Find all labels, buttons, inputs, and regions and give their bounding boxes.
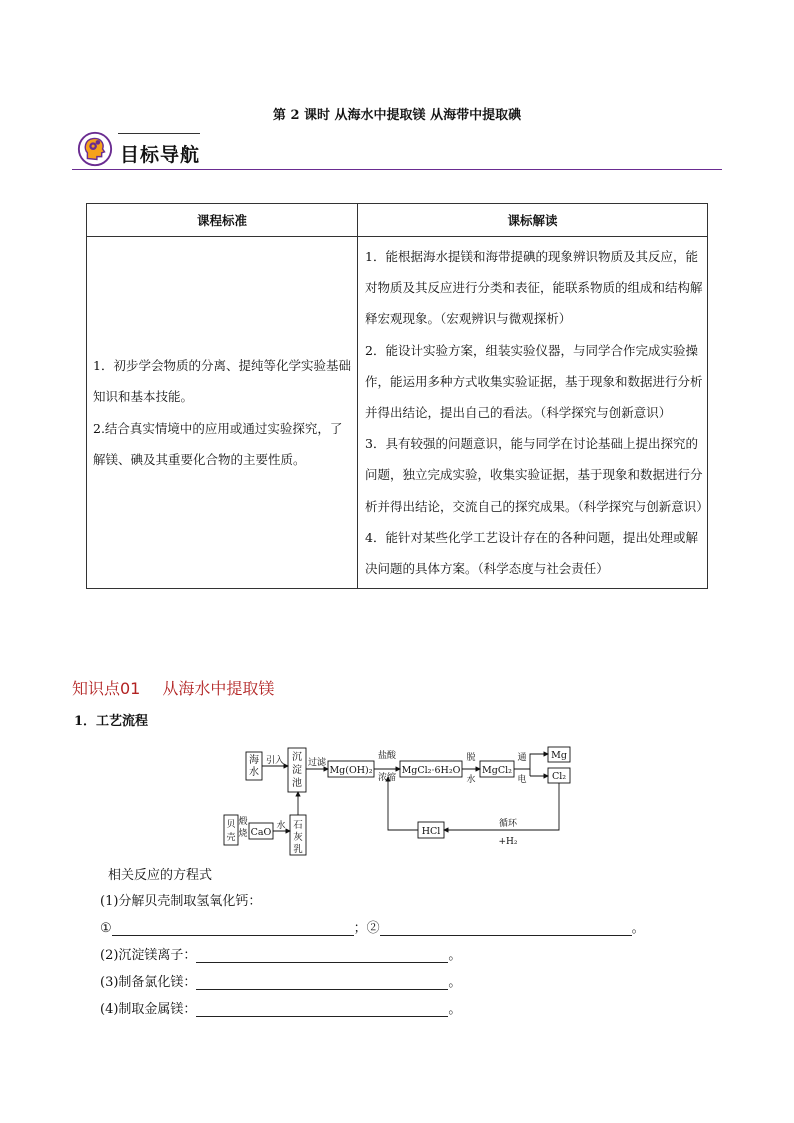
flow-recycle: 循环 xyxy=(498,819,518,829)
standard-item: 2.结合真实情境中的应用或通过实验探究，了解镁、碘及其重要化合物的主要性质。 xyxy=(93,420,343,467)
answer-blank-1b[interactable] xyxy=(380,922,632,936)
flow-dehydrate-2: 水 xyxy=(466,775,476,785)
flow-dehydrate-1: 脱 xyxy=(466,753,476,763)
flow-limewater-2: 灰 xyxy=(293,832,303,843)
interpretation-item: 3．具有较强的问题意识，能与同学在讨论基础上提出探究的问题，独立完成实验，收集实验证据，基于现象和数据进行分析并得出结论，交流自己的探究成果。（科学探究与创新意识） xyxy=(365,436,709,514)
question-4 xyxy=(100,998,461,1017)
flow-filter: 过滤 xyxy=(307,758,327,768)
answer-blank-2[interactable] xyxy=(196,949,448,963)
flow-hcl-label: 盐酸 xyxy=(377,751,397,761)
question-1: (1)分解贝壳制取氢氧化钙： xyxy=(100,894,262,909)
goal-divider xyxy=(72,169,722,170)
flow-h2: +H₂ xyxy=(498,837,518,847)
flow-shell-1: 贝 xyxy=(226,820,236,830)
period: 。 xyxy=(631,921,645,936)
flow-cao: CaO xyxy=(250,827,272,838)
table-row xyxy=(87,237,708,589)
flow-calcine-2: 烧 xyxy=(238,829,248,839)
flow-tank-3: 池 xyxy=(292,778,302,789)
period: 。 xyxy=(448,948,462,963)
table-header-interpretation: 课标解读 xyxy=(358,204,708,237)
process-flow-diagram xyxy=(218,742,578,857)
separator: ；② xyxy=(353,921,380,936)
head-gears-icon xyxy=(76,130,114,168)
interpretation-cell xyxy=(358,237,708,589)
circle-one: ① xyxy=(100,921,112,936)
flow-mgcl2: MgCl₂ xyxy=(482,765,512,776)
flow-shell-2: 壳 xyxy=(226,833,236,843)
goal-header xyxy=(72,130,722,172)
flow-mg: Mg xyxy=(551,750,567,761)
flow-limewater-1: 石 xyxy=(293,820,303,831)
curriculum-table xyxy=(86,203,708,589)
standard-cell xyxy=(87,237,358,589)
flow-seawater-1: 海 xyxy=(249,755,259,766)
flow-tank-1: 沉 xyxy=(292,752,302,763)
period: 。 xyxy=(448,975,462,990)
question-4-label: (4)制取金属镁： xyxy=(100,1002,197,1017)
question-3 xyxy=(100,971,461,990)
question-1-answers xyxy=(100,917,645,936)
goal-overline xyxy=(118,133,200,134)
knowledge-point-heading xyxy=(72,676,296,699)
flow-concentrate-label: 浓缩 xyxy=(377,773,397,783)
question-3-label: (3)制备氯化镁： xyxy=(100,975,197,990)
answer-blank-1a[interactable] xyxy=(112,922,354,936)
answer-blank-3[interactable] xyxy=(196,976,448,990)
interpretation-item: 1．能根据海水提镁和海带提碘的现象辨识物质及其反应，能对物质及其反应进行分类和表征，能联系物质的组成和结构解释宏观现象。（宏观辨识与微观探析） xyxy=(365,249,703,327)
flow-electrolysis-2: 电 xyxy=(517,775,527,785)
flow-mgoh2: Mg(OH)₂ xyxy=(329,765,373,776)
flow-introduce: 引入 xyxy=(265,756,285,766)
period: 。 xyxy=(448,1002,462,1017)
flow-tank-2: 淀 xyxy=(292,765,302,776)
question-2-label: (2)沉淀镁离子： xyxy=(100,948,197,963)
question-2 xyxy=(100,944,461,963)
standard-item: 1．初步学会物质的分离、提纯等化学实验基础知识和基本技能。 xyxy=(93,358,351,405)
flow-water: 水 xyxy=(276,821,286,831)
knowledge-point-title: 从海水中提取镁 xyxy=(162,679,275,698)
flow-limewater-3: 乳 xyxy=(293,844,303,855)
flow-calcine-1: 煅 xyxy=(238,817,248,827)
flow-hcl: HCl xyxy=(421,826,441,837)
knowledge-point-number: 知识点01 xyxy=(72,679,141,698)
process-flow-heading: 1．工艺流程 xyxy=(74,714,149,729)
interpretation-item: 2．能设计实验方案，组装实验仪器，与同学合作完成实验操作，能运用多种方式收集实验证据，基于现象和数据进行分析并得出结论，提出自己的看法。（科学探究与创新意识） xyxy=(365,342,703,421)
goal-title: 目标导航 xyxy=(120,144,201,166)
flow-cl2: Cl₂ xyxy=(551,771,567,782)
table-header-standard: 课程标准 xyxy=(87,204,358,237)
table-header-row xyxy=(87,204,708,237)
equations-intro: 相关反应的方程式 xyxy=(108,868,213,883)
interpretation-item: 4．能针对某些化学工艺设计存在的各种问题，提出处理或解决问题的具体方案。（科学态度与社会责任） xyxy=(365,529,698,577)
flow-mgcl2-hydrate: MgCl₂·6H₂O xyxy=(401,765,461,776)
flow-electrolysis-1: 通 xyxy=(517,753,527,763)
flow-seawater-2: 水 xyxy=(249,767,259,778)
page-title: 第 2 课时 从海水中提取镁 从海带中提取碘 xyxy=(272,108,522,123)
answer-blank-4[interactable] xyxy=(196,1003,448,1017)
